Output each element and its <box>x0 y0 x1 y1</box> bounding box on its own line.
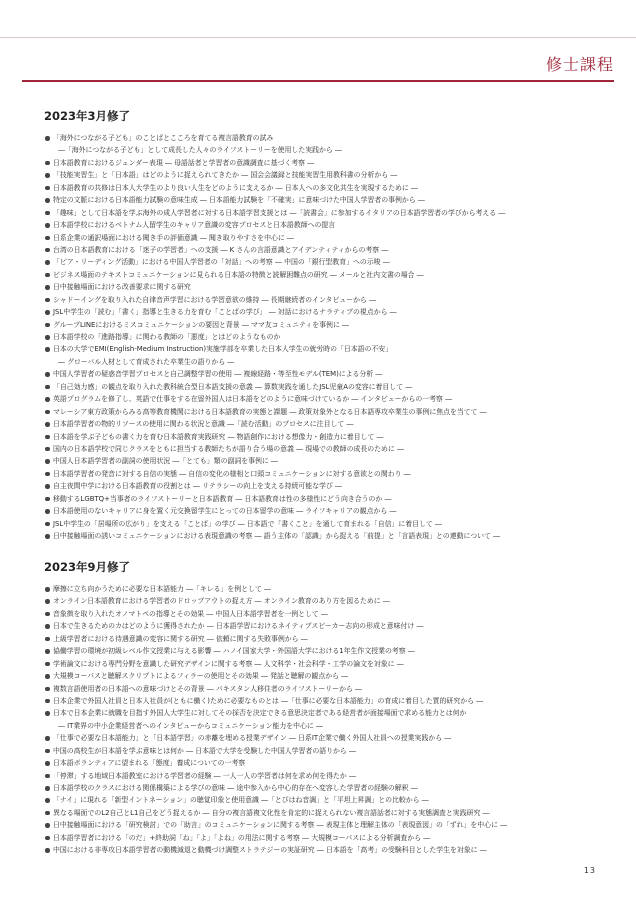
list-item <box>44 670 604 682</box>
bullet-icon <box>45 273 50 278</box>
list-item-text: 日本の大学でEMI(English-Medium Instruction)実施学部を卒業した日本人学生の就労時の「日本語の不安」 <box>53 345 393 354</box>
list-item-text: 協働学習の環境が初級レベル作文授業に与える影響 ― ハノイ国家大学・外国語大学における1年生作文授業の考察 ― <box>53 647 415 656</box>
list-item-text: 「海外につながる子ども」のことばとこころを育てる複言語教育の試み <box>53 134 274 142</box>
bullet-icon <box>45 509 50 514</box>
bullet-icon <box>45 836 50 841</box>
list-item-text: 中国の高校生が日本語を学ぶ意味とは何か ― 日本語で大学を受験した中国人学習者の語りから ― <box>53 746 356 755</box>
list-item-text: 「自己効力感」の観点を取り入れた教科統合型日本語支援の意義 ― 算数実践を通したJSL児童Aの変容に着目して ― <box>53 382 413 391</box>
bullet-icon <box>45 211 50 216</box>
list-item <box>44 331 604 343</box>
list-item-text: 日系企業の通訳場面における聞き手の評価意識 ― 聞き取りやすさを中心に ― <box>53 233 294 242</box>
bullet-icon <box>45 612 50 617</box>
list-item <box>44 393 604 405</box>
bullet-icon <box>45 811 50 816</box>
section-september-2023 <box>44 559 604 857</box>
list-item <box>44 658 604 670</box>
list-item-text: 日中接触場面における「研究検討」での「助言」のコミュニケーションに関する考察 ― 表現主体と理解主体の「表現意図」の「ずれ」を中心に ― <box>53 821 508 830</box>
list-item <box>44 819 604 831</box>
list-item-text: 中国人日本語学習者の副詞の使用状況 ―「とても」類の副詞を事例に ― <box>53 457 278 466</box>
bullet-icon <box>45 223 50 228</box>
list-item <box>44 757 604 769</box>
list-item-text: 「ナイ」に現れる「新型イントネーション」の聴覚印象と使用意識 ―「とびはね音調」と「平坦上昇調」との比較から ― <box>53 796 429 805</box>
list-item <box>44 256 604 268</box>
bullet-icon <box>45 497 50 502</box>
bullet-icon <box>45 198 50 203</box>
bullet-icon <box>45 422 50 427</box>
bullet-icon <box>45 173 50 178</box>
list-item-text: 日本語学校の「進路指導」に関わる教師の「悪度」とはどのようなものか <box>53 333 281 341</box>
list-item <box>44 368 604 380</box>
list-item-text: 「技能実習生」と「日本語」はどのように捉えられてきたか ― 国会会議録と技能実習生用教科書の分析から ― <box>53 171 398 180</box>
list-item <box>44 832 604 844</box>
list-item <box>44 480 604 492</box>
list-item-text: 日中接触場面における改善要求に関する研究 <box>53 283 191 292</box>
list-item-text: 台湾の日本語教育における「迷子の学習者」への支援 ― K さんの言語意識とアイデンティティからの考察 ― <box>53 245 389 254</box>
section-march-2023 <box>44 108 604 542</box>
list-item <box>44 732 604 744</box>
bullet-icon <box>45 522 50 527</box>
bullet-icon <box>45 435 50 440</box>
list-item <box>44 157 604 169</box>
list-item <box>44 319 604 331</box>
bullet-icon <box>45 687 50 692</box>
list-item-text: 日中接触場面の誘いコミュニケーションにおける表現意識の考察 ― 語う主体の「認識」から捉える「前提」と「言語表現」との連動について ― <box>53 532 501 540</box>
list-item-text: 日本語教育の共修は日本人大学生のより良い人生をどのように支えるか ― 日本人への多文化共生を実現するために ― <box>53 183 418 192</box>
list-item-continuation <box>44 720 604 732</box>
list-item-text: 日本企業で外国人社員と日本人社員が(ともに働く)ために必要なものとは ―「仕事に必要な日本語能力」の育成に着目した質的研究から ― <box>53 696 484 705</box>
list-item <box>44 194 604 206</box>
bullet-icon <box>45 459 50 464</box>
list-item-text: 学術論文における専門分野を意識した研究デザインに関する考察 ― 人文科学・社会科学・工学の論文を対象に ― <box>53 659 404 668</box>
list-item-text: 大規模コーパスと聴解スクリプトによるフィラーの使用とその効果 ― 発話と聴解の観点から ― <box>53 672 349 681</box>
bullet-icon <box>45 447 50 452</box>
bullet-icon <box>45 674 50 679</box>
list-item-text: ビジネス場面のテキストコミュニケーションに見られる日本語の特徴と読解困難点の研究 ― メールと社内文書の場合 ― <box>53 270 424 279</box>
bullet-icon <box>45 323 50 328</box>
list-item-text: JSL中学生の「居場所の広がり」を支える「ことば」の学び ― 日本語で「書くこと」を通して育まれる「自信」に着目して ― <box>53 519 442 528</box>
list-item-text: 自主夜間中学における日本語教育の役割とは ― リテラシーの向上を支える持続可能な学び ― <box>53 482 342 491</box>
list-item <box>44 794 604 806</box>
list-item <box>44 468 604 480</box>
bullet-icon <box>45 410 50 415</box>
bullet-icon <box>45 599 50 604</box>
list-item-text: 「停滞」する地域日本語教室における学習者の経験 ― 一人一人の学習者は何を求め何を得たか ― <box>53 771 356 780</box>
thesis-list <box>44 583 604 857</box>
list-item-text: オンライン日本語教育における学習者のドロップアウトの捉え方 ― オンライン教育のあり方を図るために ― <box>53 597 390 606</box>
list-item <box>44 431 604 443</box>
list-item-text: ― グローバル人材として育成された卒業生の語りから ― <box>58 357 235 366</box>
list-item-text: 日本で日本企業に就職を目指す外国人大学生に対してその採否を決定できる意思決定者である経営者が面接場面で求める能力とは何か <box>53 709 467 718</box>
list-item <box>44 645 604 657</box>
list-item-text: 日本語学習者の発音に対する自信の実態 ― 自信の変化の様相と口頭コミュニケーションに対する意欲との関わり ― <box>53 469 411 478</box>
bullet-icon <box>45 236 50 241</box>
list-item <box>44 294 604 306</box>
list-item <box>44 406 604 418</box>
bullet-icon <box>45 624 50 629</box>
bullet-icon <box>45 186 50 191</box>
list-item <box>44 207 604 219</box>
bullet-icon <box>45 385 50 390</box>
list-item <box>44 505 604 517</box>
list-item <box>44 132 604 144</box>
title-underline <box>22 80 614 82</box>
bullet-icon <box>45 761 50 766</box>
list-item <box>44 232 604 244</box>
bullet-icon <box>45 335 50 340</box>
bullet-icon <box>45 786 50 791</box>
bullet-icon <box>45 662 50 667</box>
list-item <box>44 418 604 430</box>
list-item <box>44 530 604 542</box>
list-item <box>44 343 604 355</box>
list-item <box>44 443 604 455</box>
list-item-text: JSL中学生の「読む」「書く」指導と生きる力を育む「ことばの学び」 ― 対話におけるナラティブの視点から ― <box>53 308 397 317</box>
list-item <box>44 807 604 819</box>
section-heading: 2023年9月修了 <box>44 560 131 574</box>
list-item <box>44 281 604 293</box>
bullet-icon <box>45 472 50 477</box>
bullet-icon <box>45 397 50 402</box>
list-item-text: 移動するLGBTQ+当事者のライフストーリーと日本語教育 ― 日本語教育は性の多様性にどう向き合うのか ― <box>53 494 392 503</box>
list-item <box>44 782 604 794</box>
bullet-icon <box>45 587 50 592</box>
list-item-text: 英語プログラムを修了し、英語で仕事をする在留外国人は日本語をどのように意味づけているか ― インタビューからの一考察 ― <box>53 395 452 404</box>
list-item-text: 日本語ボランティアに望まれる「態度」養成についての一考察 <box>53 759 246 768</box>
list-item-text: 日本語学校におけるベトナム人留学生のキャリア意識の変容プロセスと日本語教師への提言 <box>53 221 336 230</box>
bullet-icon <box>45 372 50 377</box>
list-item-continuation <box>44 356 604 368</box>
list-item <box>44 269 604 281</box>
list-item <box>44 844 604 856</box>
list-item-text: 音象徴を取り入れたオノマトペの指導とその効果 ― 中国人日本語学習者を一例として ― <box>53 609 328 618</box>
list-item <box>44 182 604 194</box>
bullet-icon <box>45 534 50 539</box>
list-item-text: シャドーイングを取り入れた自律音声学習における学習意欲の維持 ― 長期継続者のインタビューから ― <box>53 295 376 304</box>
list-item-text: グループLINEにおけるミスコミュニケーションの要因と背景 ― ママ友コミュニティを事例に ― <box>53 320 349 329</box>
list-item-text: 日本語教育におけるジェンダー表現 ― 母語話者と学習者の意識調査に基づく考察 ― <box>53 158 315 167</box>
list-item-text: 上級学習者における待遇意識の変容に関する研究 ― 依頼に関する失敗事例から ― <box>53 634 308 643</box>
list-item-text: 中国における非専攻日本語学習者の動機減退と動機づけ調整ストラテジーの実証研究 ― 日本語を「高考」の受験科目とした学生を対象に ― <box>53 846 487 855</box>
list-item-text: 日本で生きるためのカはどのように獲得されたか ― 日本語学習におけるネイティブスピーカー志向の形成と意味付け ― <box>53 622 424 631</box>
list-item <box>44 169 604 181</box>
bullet-icon <box>45 484 50 489</box>
bullet-icon <box>45 285 50 290</box>
list-item <box>44 620 604 632</box>
bullet-icon <box>45 699 50 704</box>
bullet-icon <box>45 310 50 315</box>
list-item-text: 「仕事で必要な日本語能力」と「日本語学習」の赤離を埋める授業デザイン ― 日系IT企業で働く外国人社員への授業実践から ― <box>53 734 452 743</box>
bullet-icon <box>45 347 50 352</box>
list-item <box>44 683 604 695</box>
list-item-text: 日本語学校のクラスにおける関係構築による学びの意味 ― 途中参入から中心的存在へ変容した学習者の経験の解釈 ― <box>53 784 418 792</box>
list-item <box>44 633 604 645</box>
section-heading: 2023年3月修了 <box>44 109 131 123</box>
list-item-text: 特定の文脈における日本語能力試験の意味生成 ― 日本語能力試験を「不確実」に意味づけた中国人学習者の事例から ― <box>53 196 425 205</box>
bullet-icon <box>45 749 50 754</box>
list-item-text: 異なる場面でのL2自己とL1自己をどう捉えるか ― 自分の複言語複文化性を肯定的に捉えられない複言語話者に対する実態調査と実践研究 ― <box>53 808 490 817</box>
bullet-icon <box>45 136 50 141</box>
list-item <box>44 595 604 607</box>
list-item <box>44 306 604 318</box>
list-item-text: 日本語学習者における「のだ」+終助詞「ね」「よ」「よね」の用法に関する考察 ― 大規模コーパスによる分析調査から ― <box>53 833 431 842</box>
bullet-icon <box>45 637 50 642</box>
bullet-icon <box>45 260 50 265</box>
list-item-text: ―「海外につながる子ども」として成長した人々のライフストーリーを使用した実践から ― <box>58 146 342 155</box>
bullet-icon <box>45 736 50 741</box>
top-divider <box>0 37 636 38</box>
list-item-text: ― IT業界の中小企業経営者へのインタビューからコミュニケーション能力を中心に ― <box>58 721 323 730</box>
bullet-icon <box>45 848 50 853</box>
bullet-icon <box>45 798 50 803</box>
list-item-text: 中国人学習者の疑惑音学習プロセスと自己調整学習の使用 ― 複線経路・等至性モデル(TEM)による分析 ― <box>53 370 383 379</box>
list-item <box>44 707 604 719</box>
bullet-icon <box>45 823 50 828</box>
page-title: 修士課程 <box>545 55 614 74</box>
list-item-text: 日本語を学ぶ子どもの書く力を育む日本語教育実践研究 ― 物語創作における想像力・創造力に着目して ― <box>53 432 384 441</box>
bullet-icon <box>45 711 50 716</box>
list-item <box>44 493 604 505</box>
list-item-text: 日本語学習者の物的リソースの使用に関わる状況と意識 ―「読む活動」のプロセスに注目して ― <box>53 420 354 429</box>
list-item-text: 国内の日本語学校で同じクラスをともに担当する教師たちが語り合う場の意義 ― 現場での教師の成長のために ― <box>53 444 404 453</box>
list-item <box>44 518 604 530</box>
list-item-continuation <box>44 144 604 156</box>
bullet-icon <box>45 248 50 253</box>
list-item <box>44 770 604 782</box>
list-item-text: 「ピア・リーディング活動」における中国人学習者の「対話」への考察 ― 中国の「銀行型教育」への示唆 ― <box>53 258 390 267</box>
bullet-icon <box>45 161 50 166</box>
list-item <box>44 455 604 467</box>
thesis-list <box>44 132 604 542</box>
list-item <box>44 219 604 231</box>
list-item <box>44 583 604 595</box>
page-number: 13 <box>583 866 596 875</box>
bullet-icon <box>45 774 50 779</box>
list-item-text: 「趣味」として日本語を学ぶ海外の成人学習者に対する日本語学習支援とは ―「読書会」に参加するイタリアの日本語学習者の学びから考える ― <box>53 208 506 217</box>
list-item-text: マレーシア東方政策からみる高等教育機関における日本語教育の実態と課題 ― 政策対象外となる日本語専攻卒業生の事例に焦点を当てて ― <box>53 407 487 416</box>
bullet-icon <box>45 298 50 303</box>
header <box>546 55 614 83</box>
list-item-text: 日本語使用のないキャリアに身を置く元交換留学生にとっての日本留学の意味 ― ライフキャリアの観点から ― <box>53 507 397 516</box>
list-item <box>44 745 604 757</box>
list-item <box>44 381 604 393</box>
list-item <box>44 695 604 707</box>
list-item-text: 複数言語使用者の日本語への意味づけとその背景 ― パキスタン人移住者のライフストーリーから ― <box>53 684 362 693</box>
list-item <box>44 608 604 620</box>
list-item-text: 摩擦に立ち向かうために必要な日本語能力 ―「キレる」を例として ― <box>53 585 271 593</box>
list-item <box>44 244 604 256</box>
bullet-icon <box>45 649 50 654</box>
